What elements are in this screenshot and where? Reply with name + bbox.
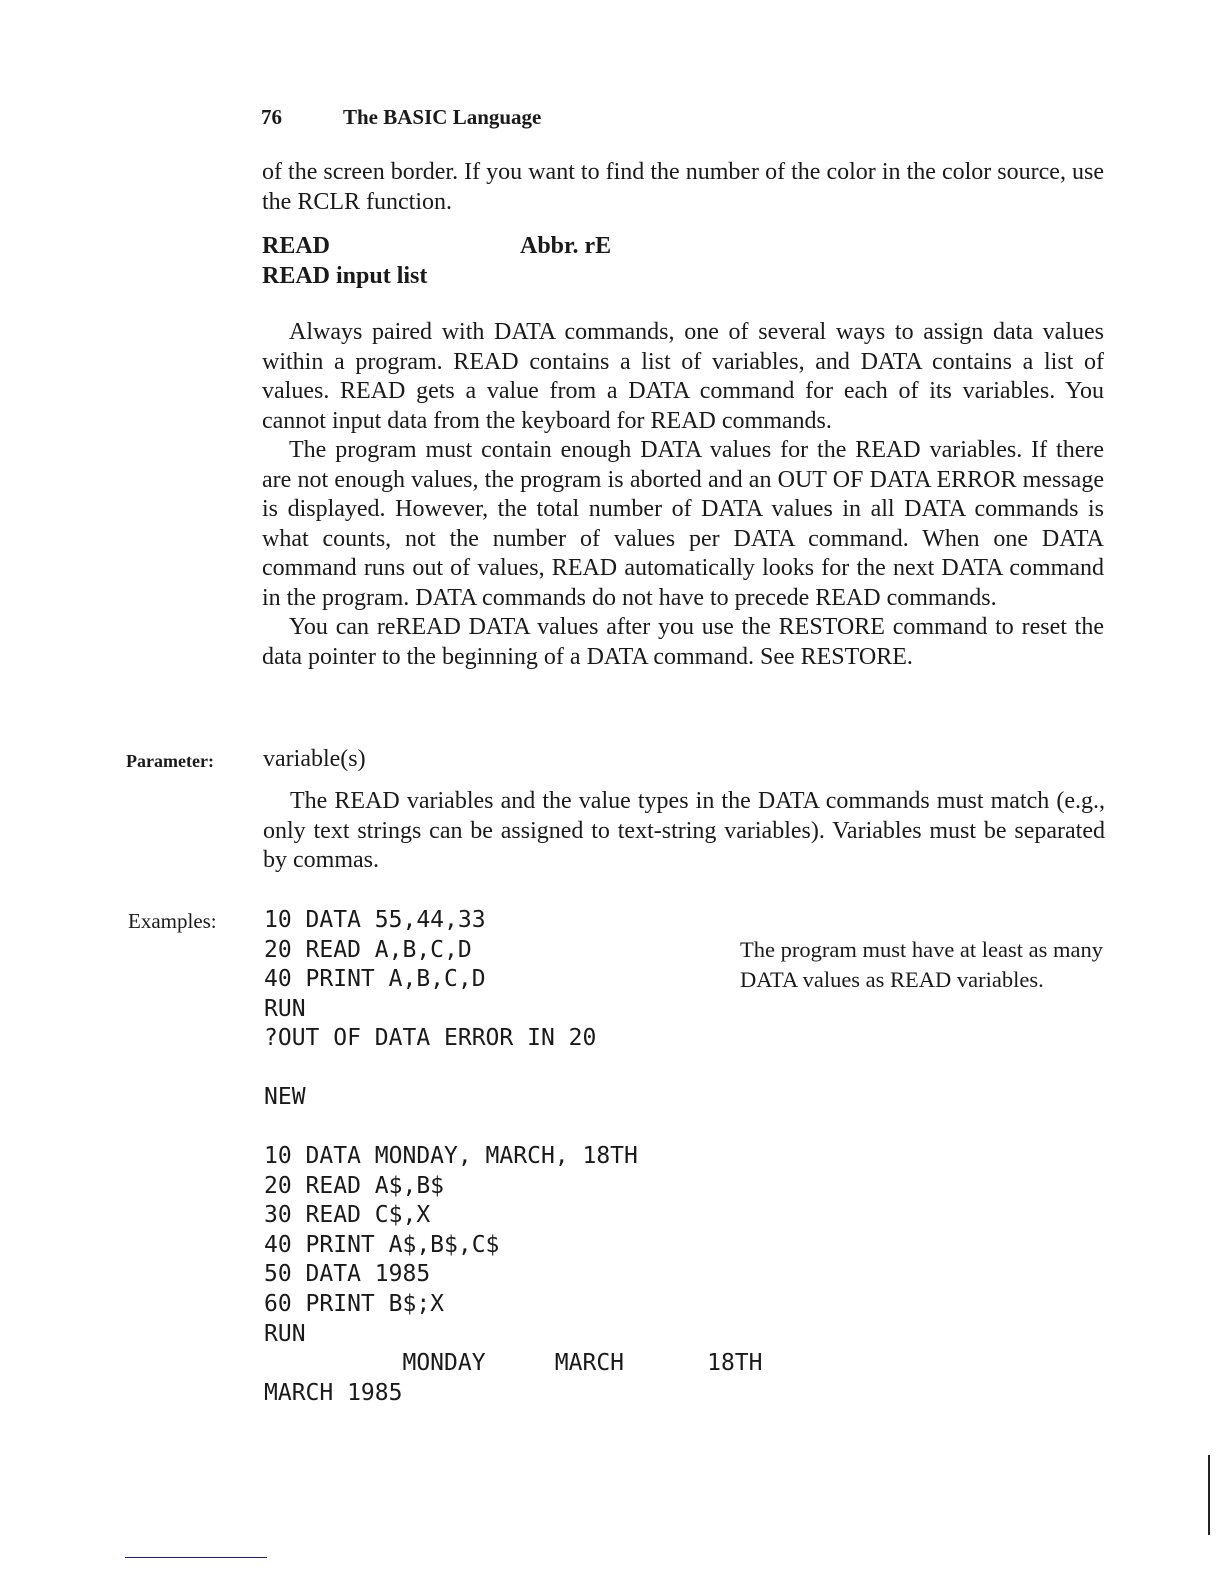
description-block [262,318,1104,672]
code-line: 60 PRINT B$;X [264,1290,445,1317]
code-line: 10 DATA 55,44,33 [264,907,486,933]
code-line: 10 DATA MONDAY, MARCH, 18TH [264,1143,638,1169]
code-line: 40 PRINT A,B,C,D [264,966,486,993]
parameter-label: Parameter: [126,751,214,771]
code-line: 50 DATA 1985 [264,1261,431,1288]
parameter-value: variable(s) [263,746,366,772]
command-abbreviation: Abbr. rE [520,233,612,259]
command-syntax: READ input list [262,263,428,289]
intro-paragraph: of the screen border. If you want to find the number of the color in the color source, use the RCLR function. [262,159,1104,215]
code-line: 20 READ A,B,C,D [264,936,472,963]
code-line: RUN [264,1320,306,1347]
example-note: The program must have at least as many DATA values as READ variables. [740,937,1104,992]
code-line: RUN [264,995,306,1022]
description-paragraph: You can reREAD DATA values after you use the RESTORE command to reset the data pointer to the beginning of a DATA command. See RESTORE. [262,614,1104,670]
page-number: 76 [261,105,282,129]
parameter-description: The READ variables and the value types in the DATA commands must match (e.g., only text strings can be assigned to text-string variables). Variables must be separated by commas. [263,788,1105,873]
description-paragraph: Always paired with DATA commands, one of several ways to assign data values within a program. READ contains a list of variables, and DATA contains a list of values. READ gets a value from a DATA command for each of its variables. You cannot input data from the keyboard for READ commands. [262,319,1104,434]
example-code-block-1 [264,906,596,1054]
footer-rule [125,1557,267,1558]
code-line: ?OUT OF DATA ERROR IN 20 [264,1025,597,1052]
code-output-line: MARCH 1985 [264,1379,403,1406]
examples-label: Examples: [128,909,217,933]
new-command: NEW [264,1084,306,1110]
scan-edge-mark [1208,1455,1210,1535]
code-line: 30 READ C$,X [264,1202,431,1229]
description-paragraph: The program must contain enough DATA values for the READ variables. If there are not enough values, the program is aborted and an OUT OF DATA ERROR message is displayed. However, the total number of DATA values in all DATA commands is what counts, not the number of values per DATA command. When one DATA command runs out of values, READ automatically looks for the next DATA command in the program. DATA commands do not have to precede READ commands. [262,437,1104,611]
code-line: 40 PRINT A$,B$,C$ [264,1231,500,1258]
example-code-block-2 [264,1142,763,1408]
code-line: 20 READ A$,B$ [264,1172,445,1199]
running-head: The BASIC Language [343,105,542,129]
code-output-line: MONDAY MARCH 18TH [264,1350,763,1377]
command-name: READ [262,233,331,259]
